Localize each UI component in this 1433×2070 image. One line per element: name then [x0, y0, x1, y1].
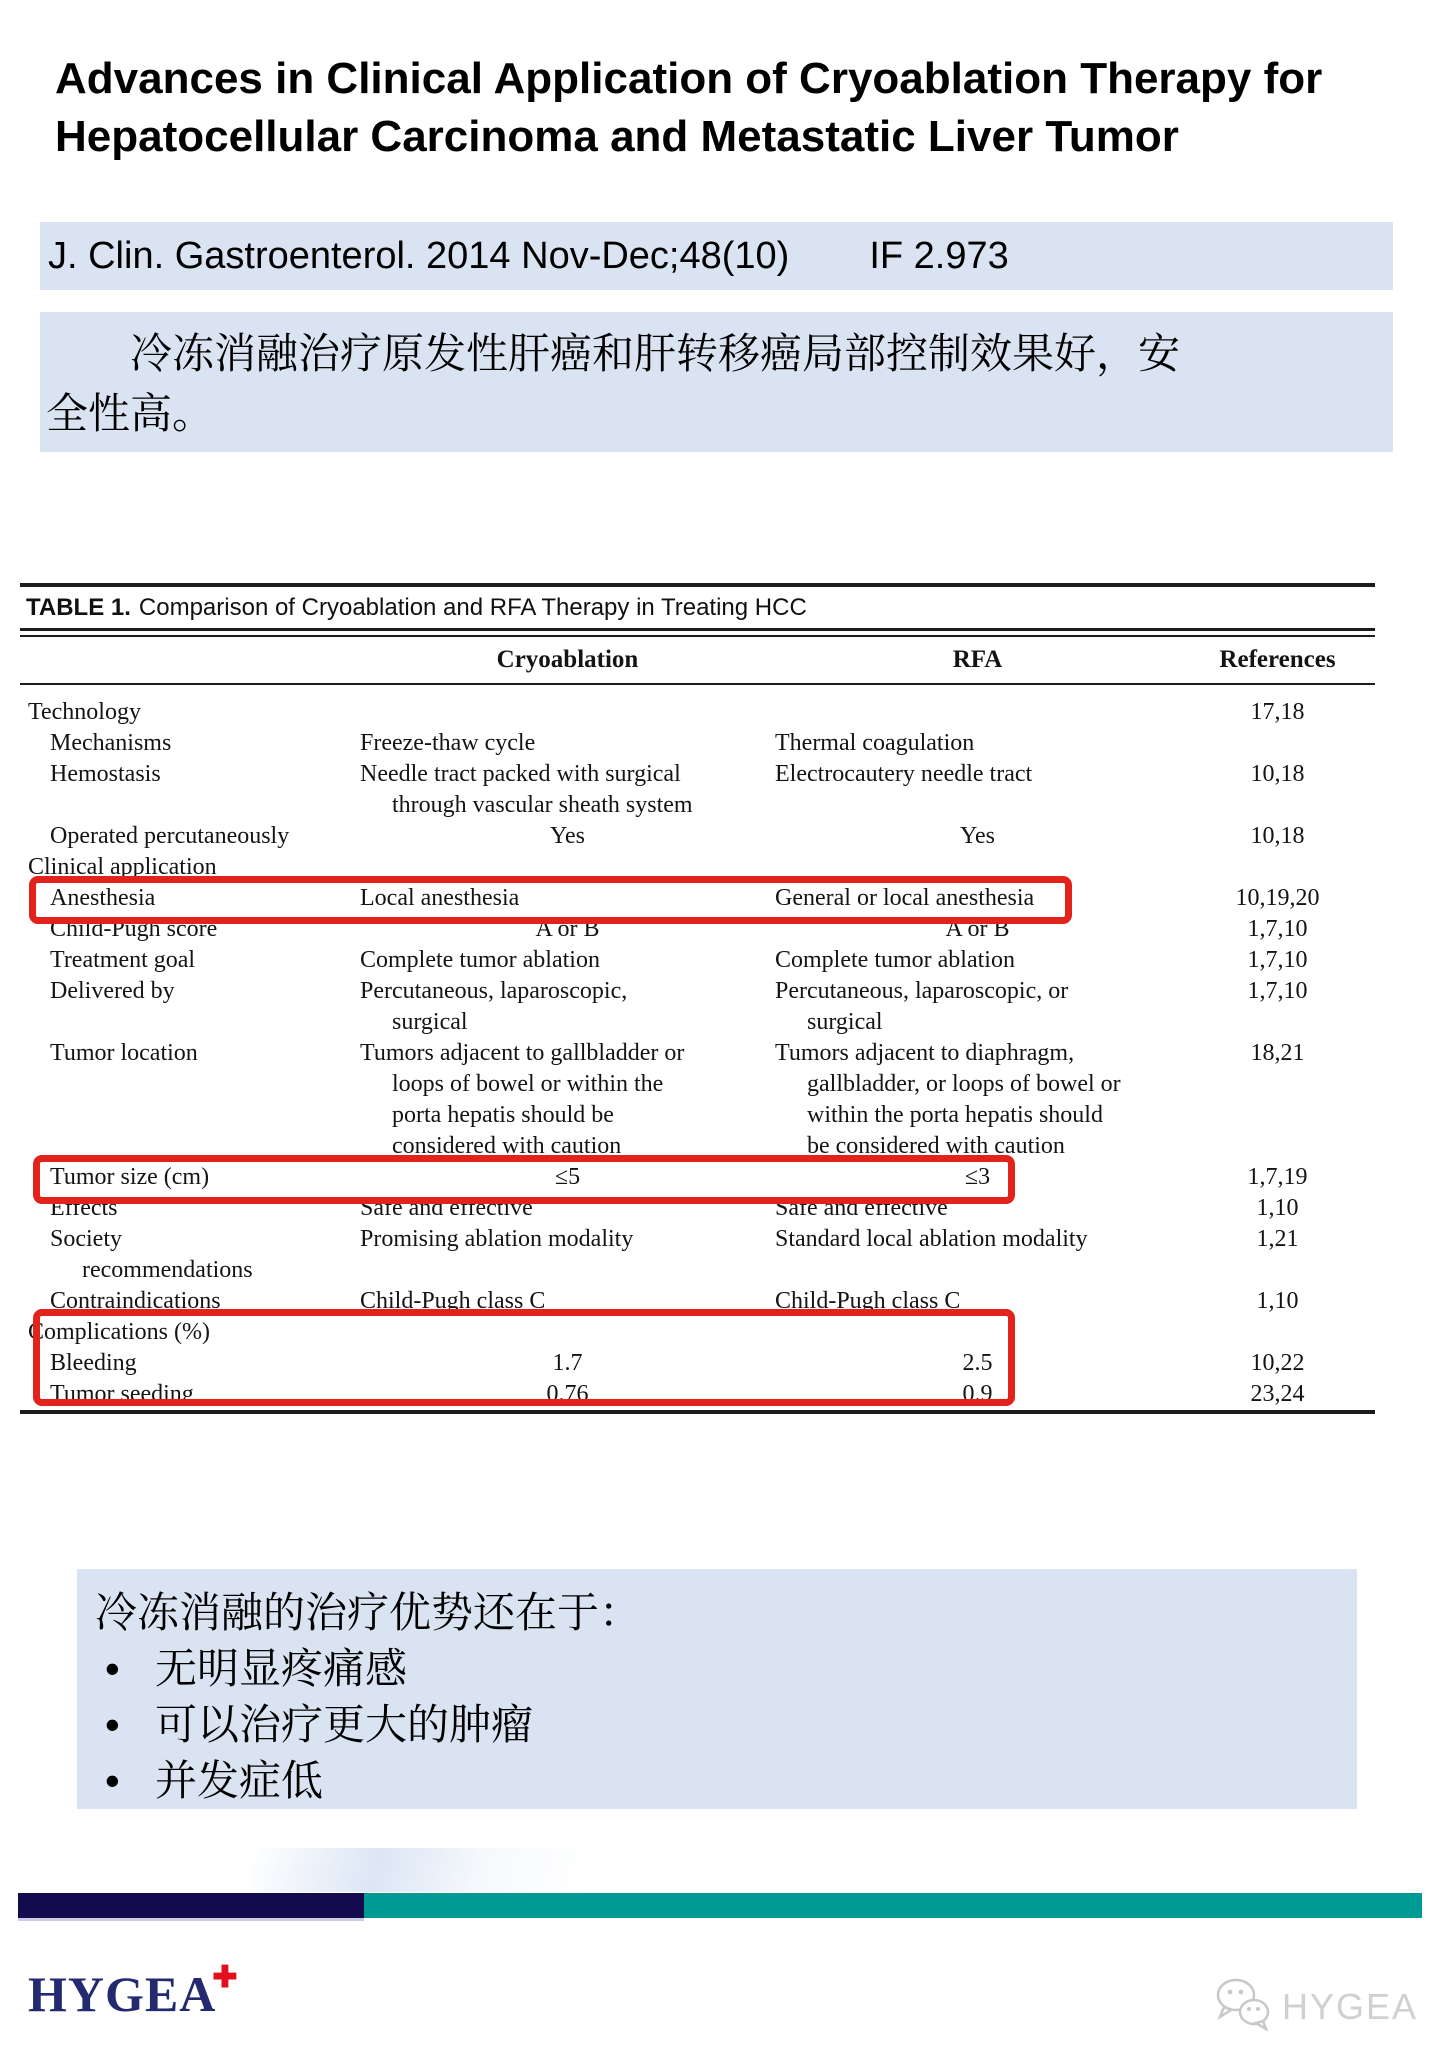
cell-line: Bleeding — [50, 1350, 137, 1376]
cryoablation-cell — [360, 759, 775, 821]
cell-line: porta hepatis should be — [392, 1102, 614, 1128]
row-label — [20, 821, 360, 852]
wechat-icon — [1212, 1976, 1274, 2037]
footer-teal-bar — [364, 1893, 1422, 1918]
watermark-text: HYGEA — [1282, 1985, 1419, 2027]
advantage-item — [95, 1641, 1357, 1697]
advantages-box — [77, 1569, 1357, 1809]
table-row — [20, 1224, 1375, 1286]
cell-line: Contraindications — [50, 1288, 221, 1314]
cell-line: Child-Pugh class C — [775, 1288, 961, 1314]
references-cell: 1,10 — [1256, 1195, 1299, 1221]
references-cell: 1,7,10 — [1247, 916, 1308, 942]
cryoablation-cell — [360, 697, 775, 728]
cell-line: Percutaneous, laparoscopic, — [360, 978, 628, 1004]
cell-line: within the porta hepatis should — [807, 1102, 1103, 1128]
references-cell: 1,7,19 — [1247, 1164, 1308, 1190]
cell-line: Child-Pugh score — [50, 916, 218, 942]
references-cell: 17,18 — [1250, 699, 1305, 725]
table-caption-text: Comparison of Cryoablation and RFA Therapy in Treating HCC — [138, 594, 807, 621]
cell-line: be considered with caution — [807, 1133, 1065, 1159]
table-row — [20, 821, 1375, 852]
rfa-cell — [775, 1038, 1180, 1162]
cell-line: Needle tract packed with surgical — [360, 761, 681, 787]
table-row — [20, 976, 1375, 1038]
rfa-cell — [775, 821, 1180, 852]
table-caption-rule — [20, 628, 1375, 637]
references-cell: 1,7,10 — [1247, 947, 1308, 973]
hygea-logo-text: HYGEA — [28, 1966, 217, 2022]
row-label — [20, 1038, 360, 1162]
cell-line: Thermal coagulation — [775, 730, 975, 756]
advantage-item — [95, 1753, 1357, 1809]
summary-box — [40, 312, 1393, 452]
cell-line: recommendations — [82, 1257, 253, 1283]
table-body — [20, 685, 1375, 1410]
cell-line: Yes — [960, 823, 995, 849]
rfa-cell — [775, 759, 1180, 821]
cell-line: Society — [50, 1226, 122, 1252]
bullet-icon: • — [105, 1757, 120, 1804]
cell-line: Tumor size (cm) — [50, 1164, 210, 1190]
table-row — [20, 945, 1375, 976]
journal-citation: J. Clin. Gastroenterol. 2014 Nov-Dec;48(10) — [48, 234, 790, 277]
cell-line: considered with caution — [392, 1133, 622, 1159]
cell-line: 0.9 — [962, 1381, 993, 1407]
table-row — [20, 728, 1375, 759]
cell-line: Tumors adjacent to gallbladder or — [360, 1040, 685, 1066]
cell-line: Local anesthesia — [360, 885, 520, 911]
cell-line: Operated percutaneously — [50, 823, 290, 849]
cell-line: 0.76 — [546, 1381, 589, 1407]
cell-line: A or B — [535, 916, 600, 942]
cell-line: Promising ablation modality — [360, 1226, 634, 1252]
cell-line: Yes — [550, 823, 585, 849]
cell-line: Clinical application — [28, 854, 217, 880]
cell-line: loops of bowel or within the — [392, 1071, 664, 1097]
advantage-item — [95, 1697, 1357, 1753]
cell-line: gallbladder, or loops of bowel or — [807, 1071, 1121, 1097]
cell-line: Electrocautery needle tract — [775, 761, 1033, 787]
row-label — [20, 976, 360, 1038]
advantage-text: 并发症低 — [155, 1757, 324, 1804]
cryoablation-cell — [360, 1038, 775, 1162]
table-bottom-rule — [20, 1410, 1375, 1414]
advantage-text: 无明显疼痛感 — [155, 1645, 408, 1692]
cell-line: Anesthesia — [50, 885, 156, 911]
table-header-cryoablation: Cryoablation — [496, 646, 639, 673]
cell-line: Freeze-thaw cycle — [360, 730, 536, 756]
cell-line: ≤3 — [964, 1164, 991, 1190]
hygea-logo — [28, 1961, 243, 2023]
table-caption-label: TABLE 1. — [26, 594, 131, 621]
advantages-heading: 冷冻消融的治疗优势还在于： — [95, 1589, 642, 1636]
rfa-cell — [775, 976, 1180, 1038]
table-row — [20, 1038, 1375, 1162]
references-cell: 1,21 — [1256, 1226, 1299, 1252]
references-cell: 1,10 — [1256, 1288, 1299, 1314]
cell-line: ≤5 — [554, 1164, 581, 1190]
row-label — [20, 759, 360, 821]
references-cell: 10,19,20 — [1235, 885, 1320, 911]
references-cell: 10,18 — [1250, 761, 1305, 787]
cryoablation-cell — [360, 976, 775, 1038]
cell-line: Effects — [50, 1195, 118, 1221]
cell-line: through vascular sheath system — [392, 792, 693, 818]
cell-line: General or local anesthesia — [775, 885, 1035, 911]
bullet-icon: • — [105, 1645, 120, 1692]
cell-line: Tumor location — [50, 1040, 198, 1066]
advantage-text: 可以治疗更大的肿瘤 — [155, 1701, 534, 1748]
references-cell — [1180, 1317, 1375, 1348]
cell-line: Delivered by — [50, 978, 175, 1004]
row-label — [20, 1224, 360, 1286]
table-row — [20, 697, 1375, 728]
cell-line: Hemostasis — [50, 761, 161, 787]
row-label — [20, 697, 360, 728]
cell-line: Mechanisms — [50, 730, 172, 756]
table-caption — [20, 587, 1375, 628]
red-cross-icon: ✚ — [212, 1961, 239, 1994]
cell-line: Standard local ablation modality — [775, 1226, 1088, 1252]
summary-line2: 全性高。 — [46, 390, 215, 437]
slide-title-line2: Hepatocellular Carcinoma and Metastatic Liver Tumor — [55, 112, 1179, 161]
cryoablation-cell — [360, 945, 775, 976]
cell-line: Percutaneous, laparoscopic, or — [775, 978, 1069, 1004]
cell-line: Child-Pugh class C — [360, 1288, 546, 1314]
slide-title — [55, 50, 1415, 166]
table-header-rfa: RFA — [952, 646, 1003, 673]
references-cell: 18,21 — [1250, 1040, 1305, 1066]
rfa-cell — [775, 945, 1180, 976]
table-row — [20, 759, 1375, 821]
cell-line: Complications (%) — [28, 1319, 210, 1345]
references-cell — [1180, 728, 1375, 759]
table-header-references: References — [1219, 646, 1336, 673]
references-cell: 1,7,10 — [1247, 978, 1308, 1004]
cryoablation-cell — [360, 821, 775, 852]
cell-line: Safe and effective — [775, 1195, 948, 1221]
row-label — [20, 728, 360, 759]
references-cell: 10,22 — [1250, 1350, 1305, 1376]
cell-line: Complete tumor ablation — [360, 947, 600, 973]
references-cell — [1180, 852, 1375, 883]
cell-line: 2.5 — [962, 1350, 993, 1376]
table-header-row — [20, 637, 1375, 683]
cryoablation-cell — [360, 1224, 775, 1286]
comparison-table — [20, 577, 1375, 1414]
impact-factor: IF 2.973 — [869, 234, 1009, 277]
highlight-box-anesthesia — [29, 876, 1072, 924]
cell-line: Complete tumor ablation — [775, 947, 1015, 973]
wechat-watermark — [1212, 1976, 1418, 2037]
cell-line: Treatment goal — [50, 947, 196, 973]
highlight-box-tumor-size — [33, 1155, 1015, 1204]
background-watermark — [250, 1848, 680, 1892]
rfa-cell — [775, 697, 1180, 728]
slide-title-line1: Advances in Clinical Application of Cryoablation Therapy for — [55, 54, 1323, 103]
rfa-cell — [775, 1224, 1180, 1286]
highlight-box-complications — [33, 1309, 1015, 1406]
rfa-cell — [775, 728, 1180, 759]
cryoablation-cell — [360, 728, 775, 759]
footer-navy-bar — [18, 1893, 364, 1921]
references-cell: 23,24 — [1250, 1381, 1305, 1407]
cell-line: surgical — [392, 1009, 468, 1035]
cell-line: Tumors adjacent to diaphragm, — [775, 1040, 1075, 1066]
bullet-icon: • — [105, 1701, 120, 1748]
cell-line: Tumor seeding — [50, 1381, 194, 1407]
cell-line: 1.7 — [552, 1350, 583, 1376]
summary-line1: 冷冻消融治疗原发性肝癌和肝转移癌局部控制效果好，安 — [46, 330, 1181, 377]
references-cell: 10,18 — [1250, 823, 1305, 849]
journal-citation-bar — [40, 222, 1393, 290]
cell-line: Technology — [28, 699, 141, 725]
cell-line: A or B — [945, 916, 1010, 942]
cell-line: Safe and effective — [360, 1195, 533, 1221]
cell-line: surgical — [807, 1009, 883, 1035]
row-label — [20, 945, 360, 976]
